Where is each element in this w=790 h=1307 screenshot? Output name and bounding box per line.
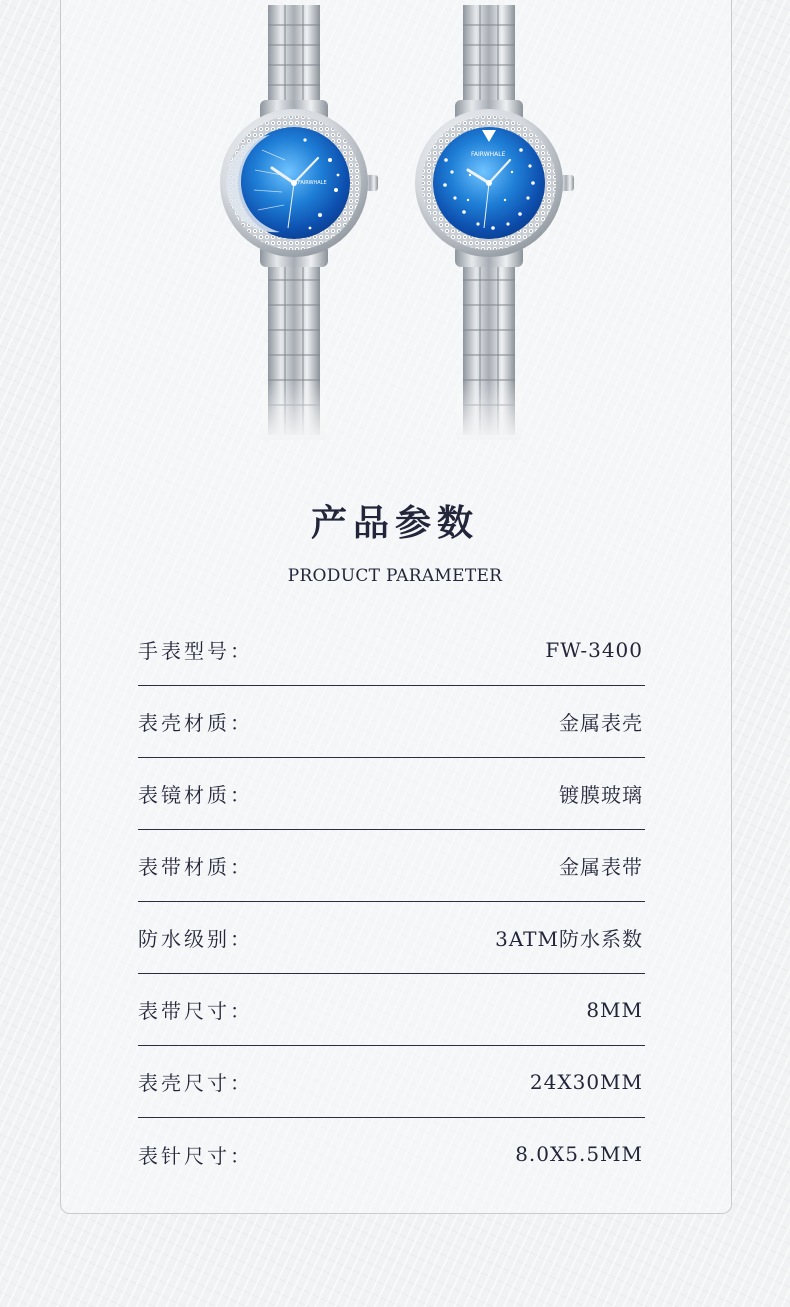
watch-left [220, 5, 378, 440]
dial-brand-right: FAIRWHALE [471, 151, 506, 158]
param-value: 3ATM防水系数 [495, 927, 643, 951]
param-label: 表带尺寸： [138, 999, 253, 1023]
param-row-case-material [138, 686, 645, 758]
param-row-model [138, 614, 645, 686]
param-row-hand-size [138, 1118, 645, 1190]
param-value: 金属表壳 [559, 711, 643, 735]
param-value: 镀膜玻璃 [559, 783, 643, 807]
param-row-glass-material [138, 758, 645, 830]
param-row-strap-material [138, 830, 645, 902]
param-row-strap-size [138, 974, 645, 1046]
param-label: 表镜材质： [138, 783, 253, 807]
param-value: 8MM [586, 997, 643, 1022]
param-row-case-size [138, 1046, 645, 1118]
bracelet-top-right [463, 5, 515, 105]
param-label: 手表型号： [138, 639, 253, 663]
param-value: FW-3400 [545, 637, 643, 662]
parameter-table [138, 614, 645, 1190]
param-label: 防水级别： [138, 927, 253, 951]
param-label: 表带材质： [138, 855, 253, 879]
bracelet-top-left [268, 5, 320, 105]
product-photo [0, 0, 790, 450]
param-value: 金属表带 [559, 855, 643, 879]
param-row-water-resistance [138, 902, 645, 974]
dial-brand-left: FAIRWHALE [298, 180, 327, 186]
section-subtitle: PRODUCT PARAMETER [287, 566, 503, 586]
watch-right [415, 5, 574, 440]
param-value: 8.0X5.5MM [515, 1142, 643, 1166]
param-label: 表壳尺寸： [138, 1071, 253, 1095]
param-label: 表针尺寸： [138, 1143, 253, 1168]
param-value: 24X30MM [529, 1069, 643, 1094]
section-title: 产品参数 [310, 502, 479, 544]
param-label: 表壳材质： [138, 711, 253, 735]
